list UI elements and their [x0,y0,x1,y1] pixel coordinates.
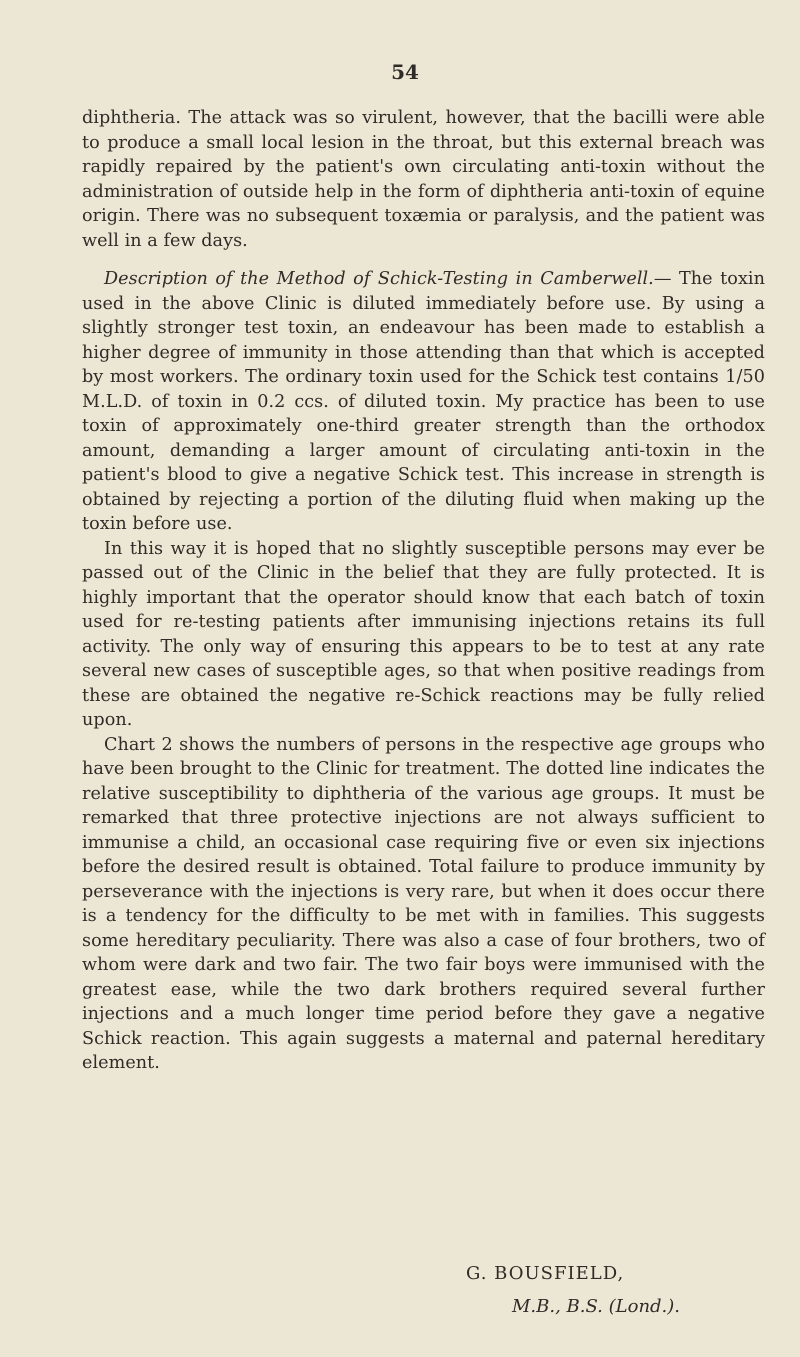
paragraph-1: diphtheria. The attack was so virulent, however, that the bacilli were able to produce a small local lesion in the throat, but this external breach was rapidly repaired by the patient's own circulating anti-toxin without the administration of outside help in the form of diphtheria anti-toxin of equine origin. There was no subsequent toxæmia or paralysis, and the patient was well in a few days. [82,108,765,251]
paragraph-2 [82,267,765,537]
body-text [82,106,765,1076]
page-number: 54 [391,60,419,84]
paragraph-3: In this way it is hoped that no slightly susceptible persons may ever be passed out of the Clinic in the belief that they are fully protected. It is highly important that the operator should know that each batch of toxin used for re-testing patients after immunising injections retains its full activity. The only way of ensuring this appears to be to test at any rate several new cases of susceptible ages, so that when positive readings from these are obtained the negative re-Schick reactions may be fully relied upon. [82,538,765,730]
author-qualifications: M.B., B.S. (Lond.). [512,1296,681,1317]
paragraph-2-text: The toxin used in the above Clinic is diluted immediately before use. By using a slightly stronger test toxin, an endeavour has been made to establish a higher degree of immunity in those attending than that which is accepted by most workers. The ordinary toxin used for the Schick test contains 1/50 M.L.D. of toxin in 0.2 ccs. of diluted toxin. My practice has been to use toxin of approximately one-third greater strength than the orthodox amount, demanding a larger amount of circulating anti-toxin in the patient's blood to give a negative Schick test. This increase in strength is obtained by rejecting a portion of the diluting fluid when making up the toxin before use. [82,269,765,534]
paragraph-4: Chart 2 shows the numbers of persons in the respective age groups who have been brought to the Clinic for treatment. The dotted line indicates the relative susceptibility to diphtheria of the various age groups. It must be remarked that three protective injections are not always sufficient to immunise a child, an occasional case requiring five or even six injections before the desired result is obtained. Total failure to produce immunity by perseverance with the injections is very rare, but when it does occur there is a tendency for the difficulty to be met with in families. This suggests some hereditary peculiarity. There was also a case of four brothers, two of whom were dark and two fair. The two fair boys were immunised with the greatest ease, while the two dark brothers required several further injections and a much longer time period before they gave a negative Schick reaction. This again suggests a maternal and paternal hereditary element. [82,734,765,1073]
section-heading: Description of the Method of Schick-Testing in Camberwell.— [104,269,672,289]
author-name: G. BOUSFIELD, [466,1263,625,1284]
